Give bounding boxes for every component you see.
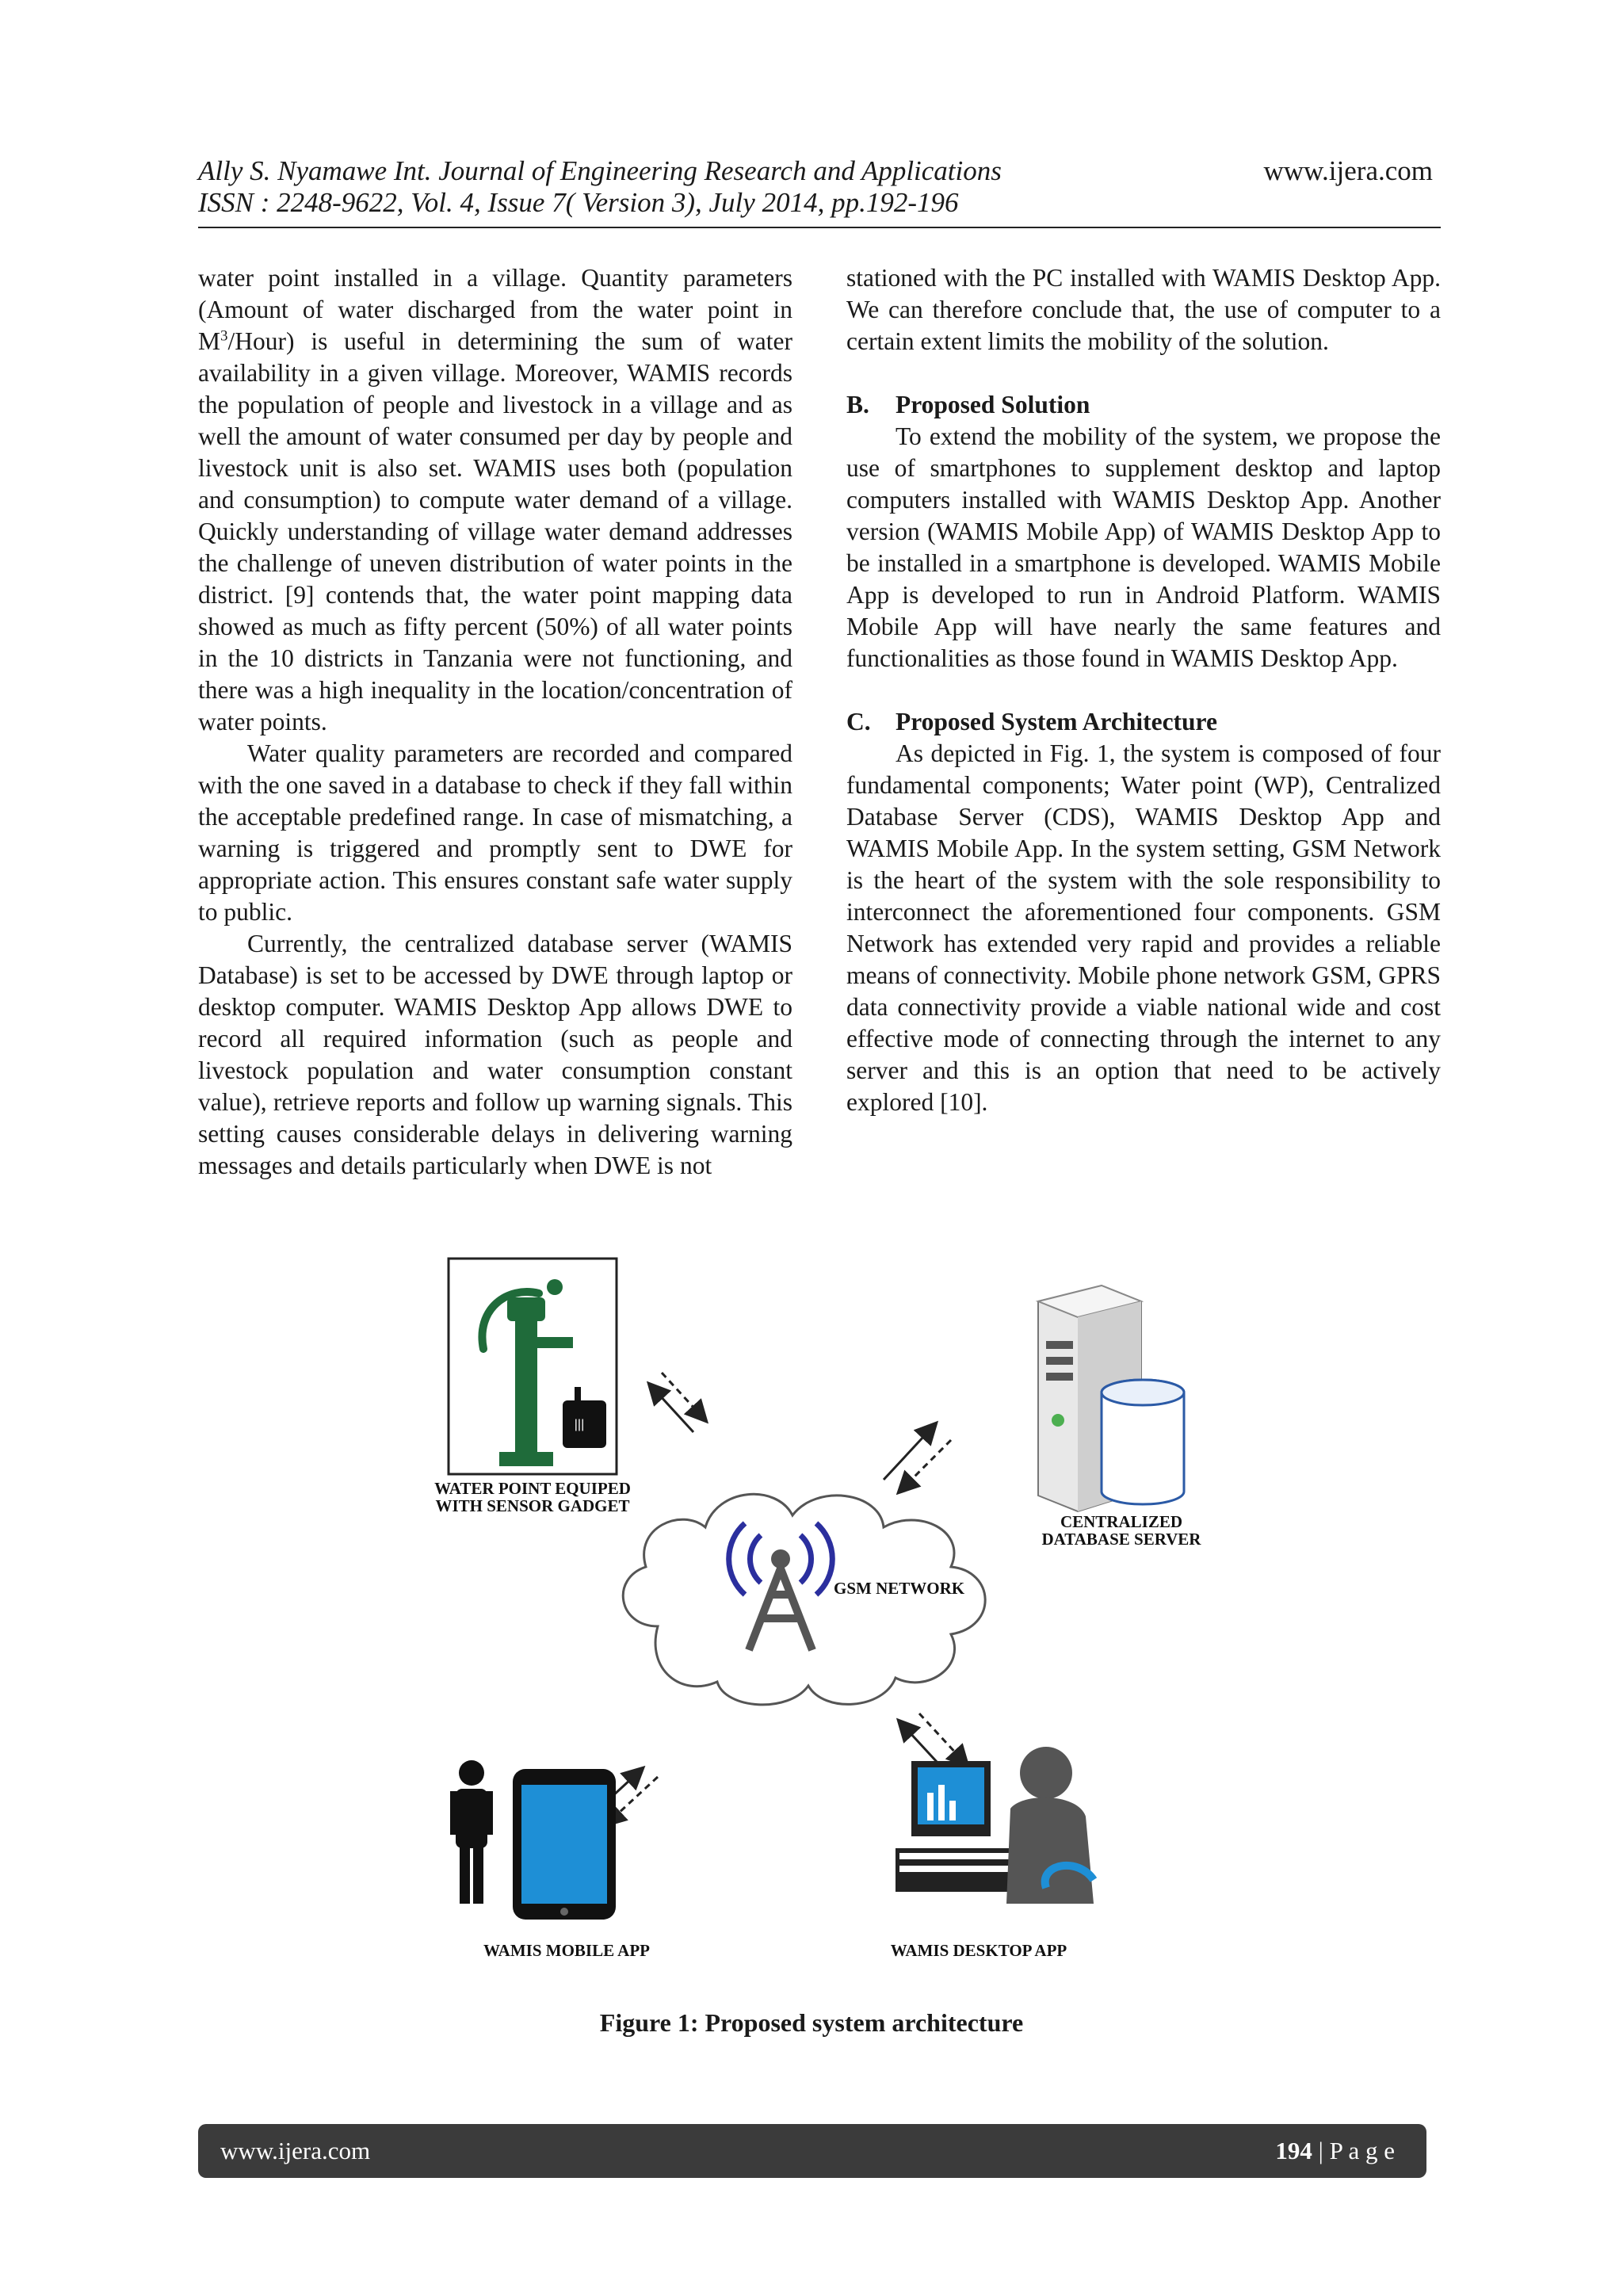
water-point-label-2: WITH SENSOR GADGET	[435, 1496, 630, 1515]
gsm-cloud-icon	[623, 1494, 985, 1705]
right-paragraph-1: stationed with the PC installed with WAMIS Desktop App. We can therefore conclude that, the use of computer to a certain extent limits the mobility of the solution.	[846, 264, 1441, 355]
footer-site-link[interactable]: www.ijera.com	[220, 2137, 371, 2164]
left-column	[198, 262, 792, 1182]
smartphone-icon	[513, 1769, 616, 1920]
architecture-diagram	[420, 1254, 1212, 1983]
system-architecture-figure	[420, 1254, 1212, 1983]
server-label-1: CENTRALIZED	[1060, 1512, 1183, 1531]
water-pump-icon	[449, 1259, 617, 1474]
header-issn-line: ISSN : 2248-9622, Vol. 4, Issue 7( Version 3), July 2014, pp.192-196	[198, 187, 959, 218]
left-paragraph-1: water point installed in a village. Quantity parameters (Amount of water discharged from the water point in $M^3/Hour$) is useful in determining the sum of water availability in a given village. Moreover, WAMIS records the population of people and livestock in a village and as well the amount of water consumed per day by people and livestock unit is also set. WAMIS uses both (population and consumption) to compute water demand of a village. Quickly understanding of village water demand addresses the challenge of uneven distribution of water points in the district. [9] contends that, the water point mapping data showed as much as fifty percent (50%) of all water points in the 10 districts in Tanzania were not functioning, and there was a high inequality in the location/concentration of water points.	[198, 264, 792, 735]
right-paragraph-3: As depicted in Fig. 1, the system is composed of four fundamental components; Water point (WP), Centralized Database Server (CDS), WAMIS Desktop App and WAMIS Mobile App. In the system setting, GSM Network is the heart of the system with the sole responsibility to interconnect the aforementioned four components. GSM Network has extended very rapid and provides a reliable means of connectivity. Mobile phone network GSM, GPRS data connectivity provide a viable national wide and cost effective mode of connecting through the internet to any server and this is an option that need to be actively explored [10].	[846, 739, 1441, 1116]
svg-text:|||: |||	[574, 1418, 585, 1431]
water-point-label-1: WATER POINT EQUIPED	[434, 1479, 631, 1498]
right-column	[846, 262, 1441, 1118]
server-label-2: DATABASE SERVER	[1041, 1530, 1201, 1549]
desktop-app-label: WAMIS DESKTOP APP	[890, 1941, 1067, 1960]
desktop-user-icon	[896, 1747, 1094, 1904]
page-footer	[198, 2124, 1426, 2178]
footer-page-number: 194 | P a g e	[1275, 2137, 1395, 2164]
left-paragraph-2: Water quality parameters are recorded and compared with the one saved in a database to check if they fall within the acceptable predefined range. In case of mismatching, a warning is triggered and promptly sent to DWE for appropriate action. This ensures constant safe water supply to public.	[198, 739, 792, 926]
running-header	[198, 155, 1441, 219]
database-cylinder-icon	[1102, 1380, 1184, 1504]
header-rule	[198, 227, 1441, 228]
section-c-heading: C. Proposed System Architecture	[846, 708, 1217, 735]
gsm-network-label: GSM NETWORK	[834, 1579, 965, 1598]
right-paragraph-2: To extend the mobility of the system, we propose the use of smartphones to supplement desktop and laptop computers installed with WAMIS Desktop App. Another version (WAMIS Mobile App) of WAMIS Desktop App to be installed in a smartphone is developed. WAMIS Mobile App is developed to run in Android Platform. WAMIS Mobile App will have nearly the same features and functionalities as those found in WAMIS Desktop App.	[846, 422, 1441, 672]
mobile-app-label: WAMIS MOBILE APP	[483, 1941, 651, 1960]
left-paragraph-3: Currently, the centralized database server (WAMIS Database) is set to be accessed by DWE through laptop or desktop computer. WAMIS Desktop App allows DWE to record all required information (such as people and livestock population and water consumption constant value), retrieve reports and follow up warning signals. This setting causes considerable delays in delivering warning messages and details particularly when DWE is not	[198, 930, 792, 1179]
header-journal-line: Ally S. Nyamawe Int. Journal of Engineering Research and Applications	[198, 155, 1002, 186]
section-b-heading: B. Proposed Solution	[846, 391, 1090, 418]
figure-caption: Figure 1: Proposed system architecture	[599, 2008, 1024, 2037]
person-icon	[450, 1760, 493, 1904]
header-site-link[interactable]: www.ijera.com	[1263, 155, 1433, 186]
